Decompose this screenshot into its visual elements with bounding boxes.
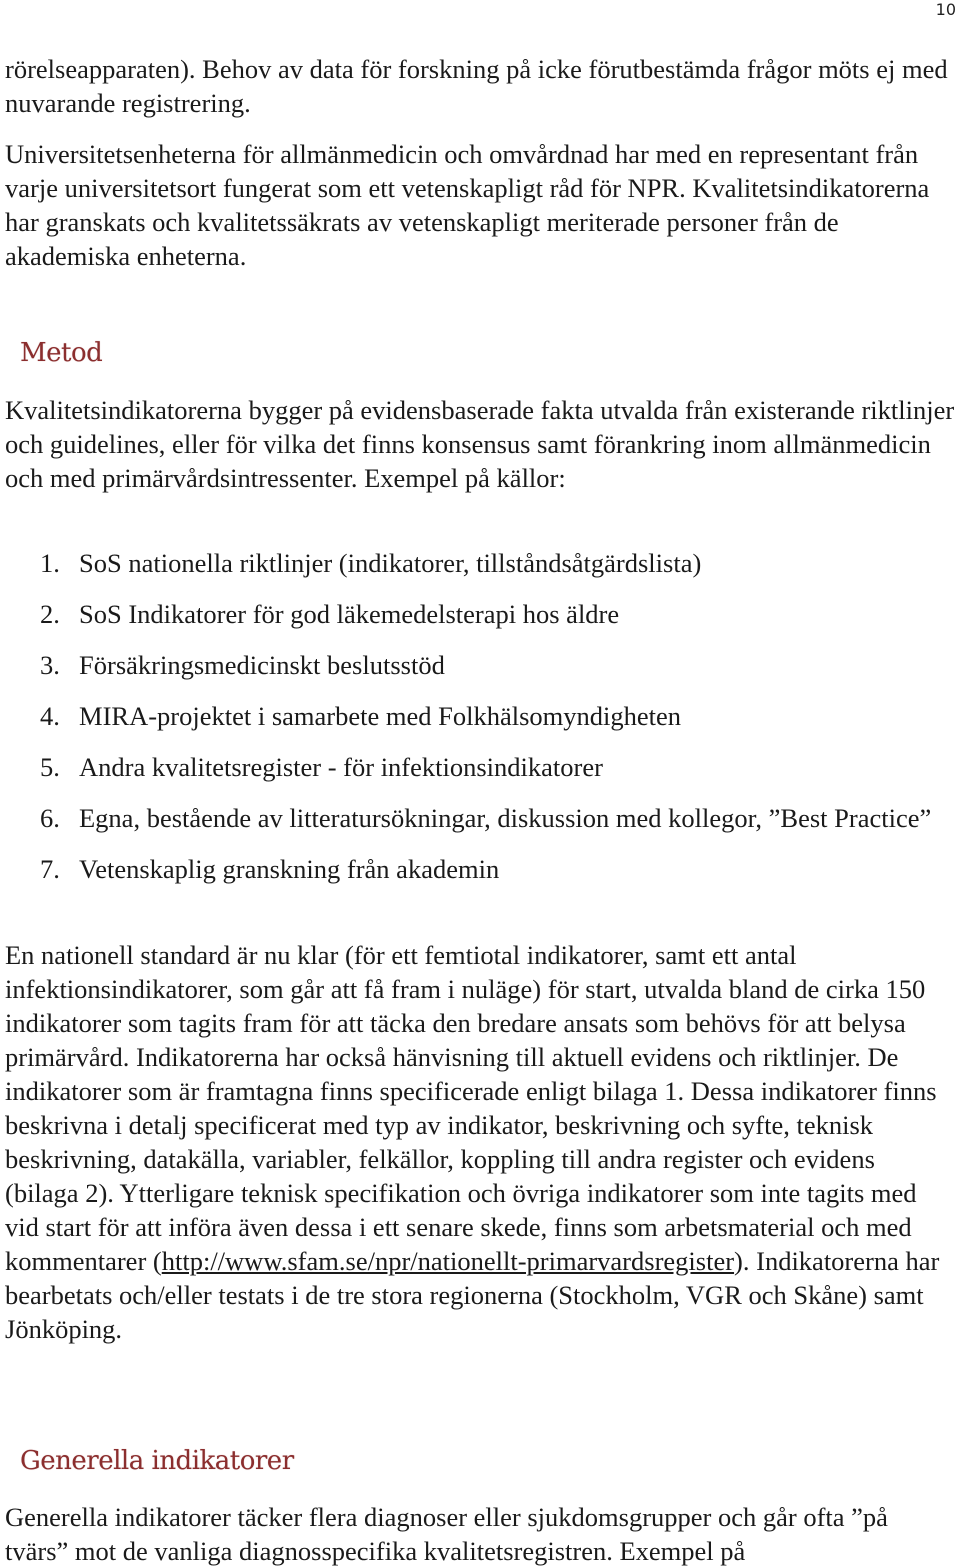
list-item-text: Egna, bestående av litteratursökningar, diskussion med kollegor, ”Best Practice” bbox=[79, 803, 932, 833]
section-heading-metod: Metod bbox=[20, 338, 103, 368]
list-item-number: 1. bbox=[40, 548, 60, 578]
section-heading-generella: Generella indikatorer bbox=[20, 1446, 294, 1476]
standard-text-before-link: En nationell standard är nu klar (för ett femtiotal indikatorer, samt ett antal infektionsindikatorer, som går att få fram i nuläge) för start, utvalda bland de cirka 150 indikatorer som tagits fram för att täcka den bredare ansats som behövs för att belysa primärvård. Indikatorerna har också hänvisning till aktuell evidens och riktlinjer. De indikatorer som är framtagna finns specificerade enligt bilaga 1. Dessa indikatorer finns beskrivna i detalj specificerat med typ av indikator, beskrivning och syfte, teknisk beskrivning, datakälla, variabler, felkällor, koppling till andra register och evidens (bilaga 2). Ytterligare teknisk specifikation och övriga indikatorer som inte tagits med vid start för att införa även dessa i ett senare skede, finns som arbetsmaterial och med kommentarer ( bbox=[5, 940, 937, 1276]
list-item-number: 6. bbox=[40, 803, 60, 833]
list-item-text: Vetenskaplig granskning från akademin bbox=[79, 854, 500, 884]
list-item bbox=[40, 699, 940, 733]
page-number: 10 bbox=[935, 0, 956, 19]
list-item-text: SoS nationella riktlinjer (indikatorer, tillståndsåtgärdslista) bbox=[79, 548, 702, 578]
list-item bbox=[40, 750, 940, 784]
generella-paragraph: Generella indikatorer täcker flera diagnoser eller sjukdomsgrupper och går ofta ”på tvärs” mot de vanliga diagnosspecifika kvalitetsregistren. Exempel på bbox=[5, 1502, 888, 1566]
list-item-text: Försäkringsmedicinskt beslutsstöd bbox=[79, 650, 445, 680]
list-item-number: 3. bbox=[40, 650, 60, 680]
list-item bbox=[40, 597, 940, 631]
standard-text-after-link: ). Indikatorerna har bearbetats och/eller testats i de tre stora regionerna (Stockholm, VGR och Skåne) samt Jönköping. bbox=[5, 1246, 940, 1344]
list-item-text: MIRA-projektet i samarbete med Folkhälsomyndigheten bbox=[79, 701, 682, 731]
list-item-number: 7. bbox=[40, 854, 60, 884]
sfam-npr-link[interactable]: http://www.sfam.se/npr/nationellt-primarvardsregister bbox=[161, 1246, 735, 1276]
list-item bbox=[40, 648, 940, 682]
list-item bbox=[40, 852, 940, 886]
list-item-text: SoS Indikatorer för god läkemedelsterapi hos äldre bbox=[79, 599, 620, 629]
sources-list bbox=[40, 546, 940, 903]
list-item-number: 4. bbox=[40, 701, 60, 731]
list-item bbox=[40, 801, 940, 835]
list-item bbox=[40, 546, 940, 580]
list-item-number: 5. bbox=[40, 752, 60, 782]
intro-paragraph-1: rörelseapparaten). Behov av data för forskning på icke förutbestämda frågor möts ej med nuvarande registrering. bbox=[5, 54, 948, 118]
list-item-number: 2. bbox=[40, 599, 60, 629]
list-item-text: Andra kvalitetsregister - för infektionsindikatorer bbox=[79, 752, 603, 782]
intro-paragraph-2: Universitetsenheterna för allmänmedicin och omvårdnad har med en representant från varje universitetsort fungerat som ett vetenskapligt råd för NPR. Kvalitetsindikatorerna har granskats och kvalitetssäkrats av vetenskapligt meriterade personer från de akademiska enheterna. bbox=[5, 139, 930, 271]
national-standard-paragraph bbox=[5, 938, 955, 1346]
metod-paragraph: Kvalitetsindikatorerna bygger på evidensbaserade fakta utvalda från existerande riktlinjer och guidelines, eller för vilka det finns konsensus samt förankring inom allmänmedicin och med primärvårdsintressenter. Exempel på källor: bbox=[5, 395, 955, 493]
